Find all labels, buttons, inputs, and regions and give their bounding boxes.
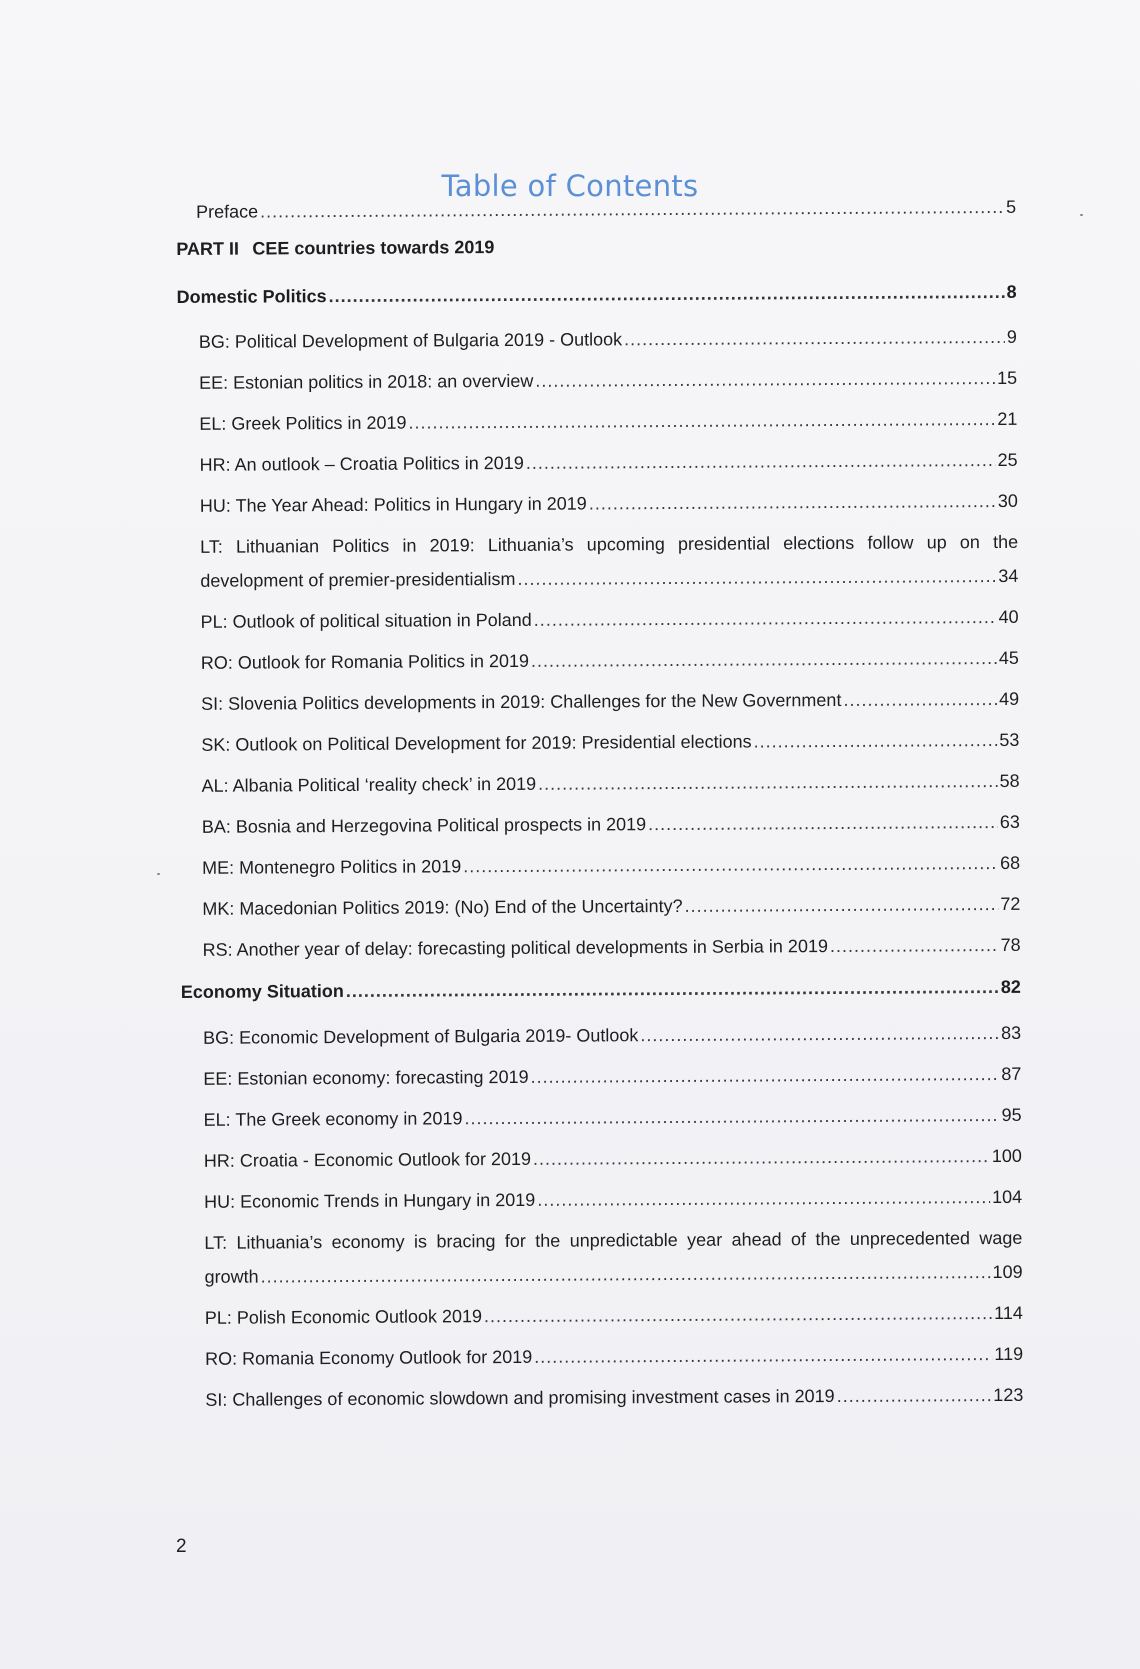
toc-entry-label-line1: LT: Lithuanian Politics in 2019: Lithuania’s upcoming presidential elections follow up on the (200, 531, 1019, 557)
toc-entry[interactable] (179, 728, 1019, 757)
toc-section-domestic-politics[interactable] (177, 280, 1017, 309)
toc-entry[interactable] (179, 605, 1019, 634)
toc-entry-page: 58 (999, 770, 1020, 791)
toc-entry[interactable] (179, 646, 1019, 675)
dot-leader (526, 448, 996, 475)
toc-entry-label: development of premier-presidentialism (200, 568, 516, 591)
toc-entry[interactable] (177, 325, 1017, 354)
toc-entry-label: MK: Macedonian Politics 2019: (No) End of the Uncertainty? (202, 895, 683, 919)
toc-entry-page: 95 (1001, 1104, 1022, 1125)
toc-entry-label: Preface (196, 201, 259, 222)
toc-entry[interactable] (177, 407, 1017, 436)
toc-entry-two-line[interactable] (182, 1226, 1022, 1289)
toc-entry-label: AL: Albania Political ‘reality check’ in 2019 (201, 773, 537, 796)
dot-leader (464, 1103, 999, 1130)
dot-leader (531, 646, 997, 673)
dot-leader (484, 1301, 992, 1328)
toc-entry[interactable] (181, 1021, 1021, 1050)
toc-entry-page: 21 (997, 408, 1018, 429)
page-number: 2 (176, 1536, 187, 1557)
toc-section-label: Economy Situation (180, 980, 344, 1002)
toc-entry[interactable] (183, 1342, 1023, 1371)
part-title: CEE countries towards 2019 (252, 237, 495, 259)
toc-entry-label: BA: Bosnia and Herzegovina Political prospects in 2019 (201, 814, 647, 837)
toc-entry[interactable] (180, 892, 1020, 921)
toc-entry-preface[interactable] (176, 195, 1016, 224)
toc-entry-two-line[interactable] (178, 530, 1018, 593)
toc-entry-label: EE: Estonian politics in 2018: an overview (199, 370, 534, 393)
toc-entry-page: 83 (1001, 1022, 1022, 1043)
toc-entry-label: ME: Montenegro Politics in 2019 (202, 856, 462, 878)
toc-entry-page: 87 (1001, 1063, 1022, 1084)
toc-entry-label: HU: Economic Trends in Hungary in 2019 (204, 1189, 536, 1212)
page-title: Table of Contents (441, 169, 699, 204)
toc-entry[interactable] (181, 933, 1021, 962)
dot-leader (533, 1144, 990, 1171)
toc-part-heading (176, 232, 1016, 261)
part-number: PART II (176, 238, 240, 259)
toc-section-economy-situation[interactable] (181, 975, 1021, 1004)
dot-leader (463, 851, 998, 878)
dot-leader (530, 1062, 999, 1089)
dot-leader (754, 728, 998, 753)
toc-entry-page: 114 (994, 1302, 1023, 1324)
toc-entry-label: BG: Political Development of Bulgaria 2019 - Outlook (198, 329, 623, 352)
toc-entry[interactable] (177, 366, 1017, 395)
toc-entry-page: 109 (992, 1261, 1023, 1283)
dot-leader (684, 892, 998, 918)
toc-entry-label: EL: The Greek economy in 2019 (203, 1108, 463, 1130)
toc-entry[interactable] (179, 687, 1019, 716)
toc-entry-page: 78 (1000, 934, 1021, 955)
toc-entry-page: 5 (1005, 196, 1017, 217)
toc-entry-label-line1: LT: Lithuania’s economy is bracing for the unpredictable year ahead of the unprecedented wage (204, 1227, 1023, 1253)
toc-entry-page: 100 (991, 1145, 1022, 1167)
toc-section-page: 8 (1006, 281, 1017, 302)
toc-entry-label: EE: Estonian economy: forecasting 2019 (203, 1066, 529, 1089)
dot-leader (517, 564, 996, 591)
toc-entry-page: 123 (993, 1384, 1024, 1406)
toc-entry[interactable] (180, 810, 1020, 839)
toc-entry-page: 25 (997, 449, 1018, 470)
toc-entry-page: 9 (1006, 326, 1017, 347)
toc-entry-label: SI: Challenges of economic slowdown and promising investment cases in 2019 (205, 1385, 835, 1410)
toc-entry-label: BG: Economic Development of Bulgaria 2019- Outlook (203, 1025, 639, 1048)
toc-entry[interactable] (183, 1301, 1023, 1330)
dot-leader (261, 1260, 991, 1288)
toc-entry-label: HR: An outlook – Croatia Politics in 2019 (199, 452, 524, 475)
toc-section-label: Domestic Politics (176, 286, 327, 307)
toc-entry[interactable] (183, 1383, 1023, 1412)
toc-entry-label: PL: Polish Economic Outlook 2019 (204, 1306, 483, 1328)
dot-leader (329, 280, 1005, 308)
dot-leader (837, 1383, 992, 1408)
toc-entry-label: RO: Outlook for Romania Politics in 2019 (200, 650, 530, 673)
toc-entry-page: 34 (998, 565, 1019, 586)
dot-leader (640, 1021, 999, 1047)
dot-leader (534, 605, 997, 632)
toc-section-page: 82 (1000, 976, 1021, 997)
toc-entry-page: 119 (994, 1343, 1024, 1365)
toc-entry-page: 68 (999, 852, 1021, 873)
toc-entry-page: 40 (998, 606, 1019, 627)
toc-entry[interactable] (182, 1144, 1022, 1173)
toc-entry-page: 72 (1000, 893, 1021, 914)
toc-entry-label: EL: Greek Politics in 2019 (199, 412, 407, 434)
dot-leader (534, 1342, 992, 1369)
toc-entry-label: SI: Slovenia Politics developments in 2019: Challenges for the New Government (201, 689, 842, 714)
dot-leader (624, 325, 1005, 351)
toc-entry[interactable] (178, 489, 1018, 518)
toc-entry[interactable] (180, 769, 1020, 798)
toc-entry-label: growth (204, 1266, 259, 1287)
toc-entry-page: 53 (999, 729, 1020, 750)
toc-entry-page: 15 (997, 367, 1018, 388)
toc-entry-label: HR: Croatia - Economic Outlook for 2019 (203, 1148, 532, 1171)
scan-speck (1080, 214, 1083, 216)
toc-entry[interactable] (182, 1103, 1022, 1132)
toc-entry-label: RO: Romania Economy Outlook for 2019 (205, 1346, 533, 1369)
toc-entry-page: 63 (999, 811, 1020, 832)
dot-leader (408, 407, 995, 435)
dot-leader (346, 975, 999, 1003)
dot-leader (535, 366, 995, 393)
toc-entry[interactable] (178, 448, 1018, 477)
toc-entry[interactable] (180, 851, 1020, 880)
toc-entry-page: 49 (998, 688, 1020, 709)
scan-speck (157, 873, 160, 875)
toc-entry-page: 45 (998, 647, 1019, 668)
dot-leader (589, 489, 996, 515)
toc-entry[interactable] (181, 1062, 1021, 1091)
dot-leader (843, 687, 997, 712)
toc-entry-label: SK: Outlook on Political Development for 2019: Presidential elections (201, 731, 752, 755)
dot-leader (537, 1185, 990, 1212)
dot-leader (648, 810, 998, 836)
toc-entry-label: RS: Another year of delay: forecasting political developments in Serbia in 2019 (202, 936, 829, 960)
dot-leader (830, 933, 999, 958)
dot-leader (538, 769, 998, 796)
dot-leader (260, 195, 1004, 224)
toc-entry-page: 104 (991, 1186, 1023, 1208)
toc-entry[interactable] (182, 1185, 1022, 1214)
toc-entry-label: HU: The Year Ahead: Politics in Hungary in 2019 (199, 493, 587, 516)
toc-entry-page: 30 (997, 490, 1018, 511)
toc-entry-label: PL: Outlook of political situation in Poland (200, 609, 532, 632)
